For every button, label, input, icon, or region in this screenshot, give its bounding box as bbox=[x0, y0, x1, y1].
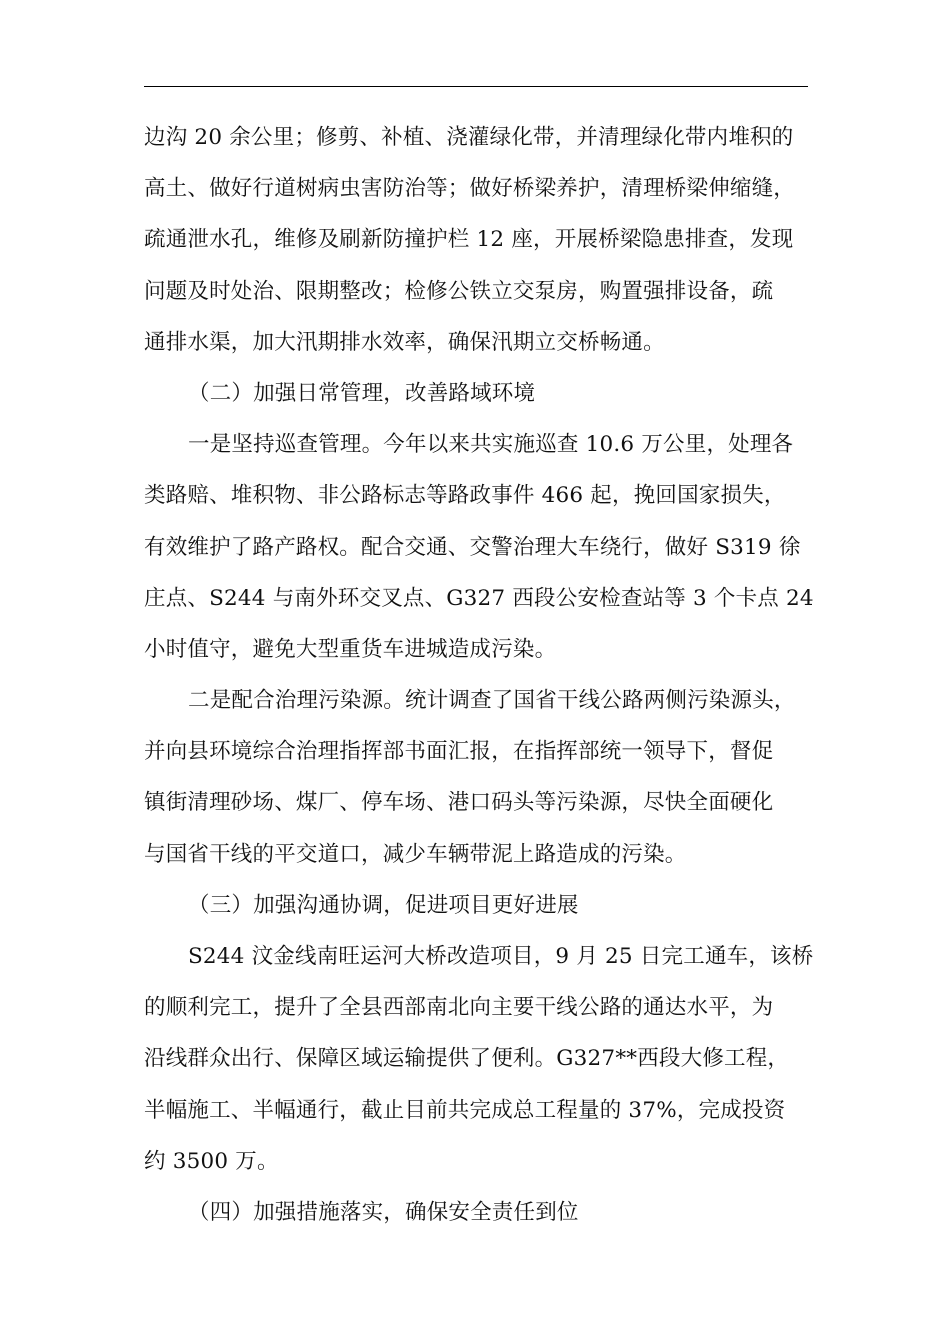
text-line: 并向县环境综合治理指挥部书面汇报，在指挥部统一领导下，督促 bbox=[144, 739, 774, 765]
text-line: 有效维护了路产路权。配合交通、交警治理大车绕行，做好 S319 徐 bbox=[144, 534, 801, 560]
text-line: 半幅施工、半幅通行，截止目前共完成总工程量的 37%，完成投资 bbox=[144, 1097, 786, 1123]
text-line: 的顺利完工，提升了全县西部南北向主要干线公路的通达水平，为 bbox=[144, 995, 774, 1021]
text-line: 二是配合治理污染源。统计调查了国省干线公路两侧污染源头， bbox=[188, 688, 796, 714]
text-line: 疏通泄水孔，维修及刷新防撞护栏 12 座，开展桥梁隐患排查，发现 bbox=[144, 227, 794, 253]
text-line: 沿线群众出行、保障区域运输提供了便利。G327**西段大修工程， bbox=[144, 1046, 790, 1072]
text-line: 通排水渠，加大汛期排水效率，确保汛期立交桥畅通。 bbox=[144, 329, 665, 355]
text-line: 小时值守，避免大型重货车进城造成污染。 bbox=[144, 636, 557, 662]
text-line: 庄点、S244 与南外环交叉点、G327 西段公安检查站等 3 个卡点 24 bbox=[144, 585, 814, 611]
text-line: 边沟 20 余公里；修剪、补植、浇灌绿化带，并清理绿化带内堆积的 bbox=[144, 125, 794, 150]
text-line: 镇街清理砂场、煤厂、停车场、港口码头等污染源，尽快全面硬化 bbox=[144, 790, 774, 816]
heading-line: （三）加强沟通协调，促进项目更好进展 bbox=[188, 892, 579, 918]
header-rule bbox=[144, 86, 808, 87]
paragraph bbox=[144, 112, 814, 368]
text-line: S244 汶金线南旺运河大桥改造项目，9 月 25 日完工通车，该桥 bbox=[188, 944, 814, 969]
text-line: 问题及时处治、限期整改；检修公铁立交泵房，购置强排设备，疏 bbox=[144, 278, 774, 304]
heading-line: （二）加强日常管理，改善路域环境 bbox=[188, 380, 536, 406]
paragraph bbox=[144, 419, 814, 675]
paragraph bbox=[144, 931, 814, 1187]
section-heading bbox=[144, 1187, 814, 1238]
text-line: 与国省干线的平交道口，减少车辆带泥上路造成的污染。 bbox=[144, 841, 687, 867]
section-heading bbox=[144, 880, 814, 931]
text-line: 高土、做好行道树病虫害防治等；做好桥梁养护，清理桥梁伸缩缝， bbox=[144, 176, 796, 202]
section-heading bbox=[144, 368, 814, 419]
text-line: 类路赔、堆积物、非公路标志等路政事件 466 起，挽回国家损失， bbox=[144, 483, 786, 509]
heading-line: （四）加强措施落实，确保安全责任到位 bbox=[188, 1199, 579, 1225]
text-line: 一是坚持巡查管理。今年以来共实施巡查 10.6 万公里，处理各 bbox=[188, 432, 794, 458]
text-line: 约 3500 万。 bbox=[144, 1148, 279, 1174]
document-body bbox=[144, 112, 814, 1238]
paragraph bbox=[144, 675, 814, 880]
